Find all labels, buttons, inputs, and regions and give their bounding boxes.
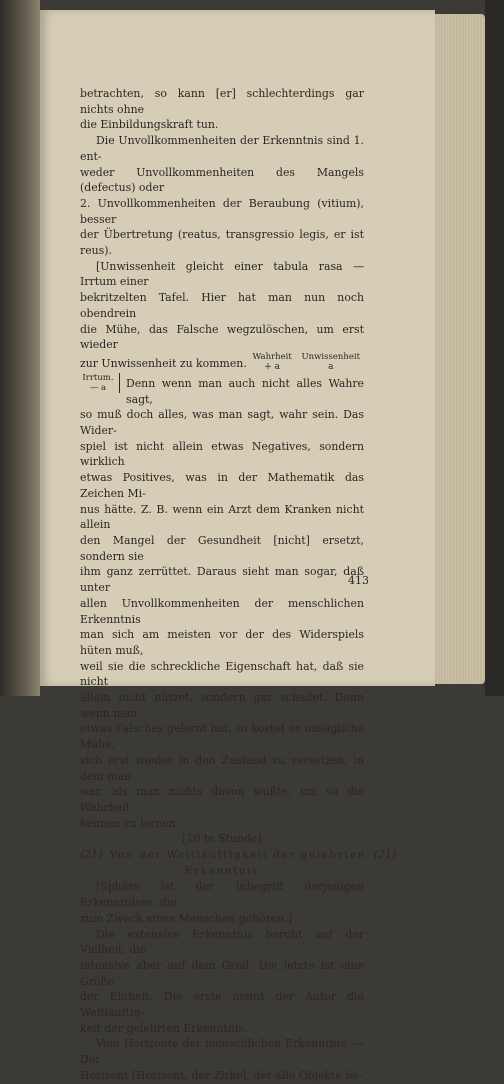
text-line: [Unwissenheit gleicht einer tabula rasa — Irrtum einer	[80, 259, 364, 289]
text-line: weil sie die schreckliche Eigenschaft hat, daß sie nicht	[80, 659, 364, 689]
text-line: so muß doch alles, was man sagt, wahr sein. Das Wider-	[80, 408, 364, 438]
notation-unwissenheit: Unwissenheit a	[301, 351, 360, 372]
text-line: [Sphäre ist der Inbegriff derjenigen Erkenntnisse, die	[80, 880, 364, 910]
text-line: der Übertretung (reatus, transgressio legis, er ist reus).	[80, 228, 364, 258]
text-line: Vom Horizonte der menschlichen Erkenntnis. — Der	[80, 1037, 364, 1067]
text-line: Denn wenn man auch nicht alles Wahre sagt,	[126, 376, 364, 406]
section-title-continued: Erkenntnis	[185, 864, 259, 877]
text-line: bekritzelten Tafel. Hier hat man nun noch obendrein	[80, 291, 364, 320]
text-line: Die extensive Erkenntnis beruht auf der Vielheit, die	[80, 927, 364, 957]
background-right	[485, 0, 504, 696]
text-line: ihm ganz zerrüttet. Daraus sieht man sogar, daß unter	[80, 565, 364, 595]
notation-wahrheit: Wahrheit + a	[252, 351, 292, 372]
session-marker: [10 te Stunde]	[182, 832, 262, 846]
text-line: war, als man nichts davon wußte, um so die Wahrheit	[80, 785, 364, 814]
text-line: sich erst wieder in den Zustand zu versetzen, in dem man	[80, 753, 364, 783]
text-line-with-notation	[80, 353, 364, 372]
text-line: spiel ist nicht allein etwas Negatives, sondern wirklich	[80, 439, 364, 469]
text-line: etwas Positives, was in der Mathematik das Zeichen Mi-	[80, 471, 364, 500]
text-line: zur Unwissenheit zu kommen.	[80, 357, 247, 371]
section-heading	[80, 847, 396, 864]
section-title: Von der Weitläuftigkeit der gelehrten	[109, 849, 367, 862]
book-spine-shadow	[0, 0, 40, 696]
section-number: (21)	[80, 848, 103, 862]
notation-irrtum-block	[80, 373, 364, 407]
text-line: weder Unvollkommenheiten des Mangels (defectus) oder	[80, 165, 364, 195]
text-line: kennen zu lernen.	[80, 816, 180, 830]
text-line: keit der gelehrten Erkenntnis.	[80, 1021, 248, 1035]
text-line: nus hätte. Z. B. wenn ein Arzt dem Kranken nicht allein	[80, 502, 364, 532]
text-line: man sich am meisten vor der des Widerspiels hüten muß,	[80, 628, 364, 657]
text-line: betrachten, so kann [er] schlechterdings gar nichts ohne	[80, 87, 364, 116]
notation-irrtum: Irrtum. — a	[80, 373, 120, 393]
text-line: etwas Falsches gelernt hat, so kostet es unsägliche Mühe,	[80, 722, 364, 752]
text-line: Die Unvollkommenheiten der Erkenntnis sind 1. ent-	[80, 134, 364, 163]
text-line: 2. Unvollkommenheiten der Beraubung (vitium), besser	[80, 196, 364, 226]
text-line: Horizont [Horizont, der Zirkel, der alle Objekte be-	[80, 1068, 363, 1082]
page-edges	[435, 14, 485, 684]
text-line: allen Unvollkommenheiten der menschlichen Erkenntnis	[80, 596, 364, 626]
text-line: intensive aber auf dem Grad. Die letzte ist eine Größe	[80, 958, 364, 988]
text-line: allein nicht nützet, sondern gar schadet. Denn wenn man	[80, 691, 364, 720]
section-number-margin: (21)	[373, 848, 396, 862]
text-line: die Einbildungskraft tun.	[80, 118, 219, 132]
text-line: zum Zweck eines Menschen gehören.]	[80, 911, 293, 925]
page-text	[80, 86, 396, 1084]
text-line: der Einheit. Die erste nennt der Autor die Weitläuftig-	[80, 990, 364, 1020]
page-number: 413	[348, 574, 369, 587]
text-line: den Mangel der Gesundheit [nicht] ersetzt, sondern sie	[80, 533, 364, 563]
text-line: die Mühe, das Falsche wegzulöschen, um erst wieder	[80, 322, 364, 352]
